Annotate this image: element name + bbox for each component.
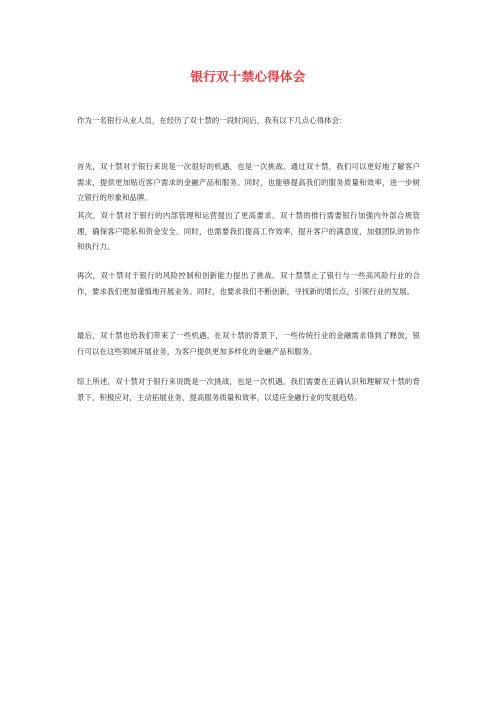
paragraph-third: 再次，双十禁对于银行的风险控制和创新能力提出了挑战。双十禁禁止了银行与一些高风险行业的合作，要求我们更加谨慎地开展业务。同时，也要求我们不断创新，寻找新的增长点，引领行业的发展。 <box>77 271 420 296</box>
page-title: 银行双十禁心得体会 <box>190 69 306 84</box>
paragraph-last: 最后，双十禁也给我们带来了一些机遇。在双十禁的背景下，一些传统行业的金融需求得到了释放，银行可以在这些领域开展业务，为客户提供更加多样化的金融产品和服务。 <box>77 331 420 356</box>
intro-paragraph: 作为一名银行从业人员，在经历了双十禁的一段时间后，我有以下几点心得体会： <box>77 116 347 125</box>
paragraph-first: 首先，双十禁对于银行来说是一次很好的机遇，也是一次挑战。通过双十禁，我们可以更好地了解客户需求，提供更加贴近客户需求的金融产品和服务。同时，也能够提高我们的服务质量和效率，进一步树立银行的形象和品牌。 <box>77 162 420 203</box>
paragraph-second: 其次，双十禁对于银行的内部管理和运营提出了更高要求。双十禁的推行需要银行加强内外部合规管理，确保客户隐私和资金安全。同时，也需要我们提高工作效率，提升客户的满意度，加强团队的协作和执行力。 <box>77 211 420 252</box>
paragraph-summary: 综上所述，双十禁对于银行来说既是一次挑战，也是一次机遇。我们需要在正确认识和理解双十禁的背景下，积极应对，主动拓展业务，提高服务质量和效率，以适应金融行业的发展趋势。 <box>77 377 420 402</box>
